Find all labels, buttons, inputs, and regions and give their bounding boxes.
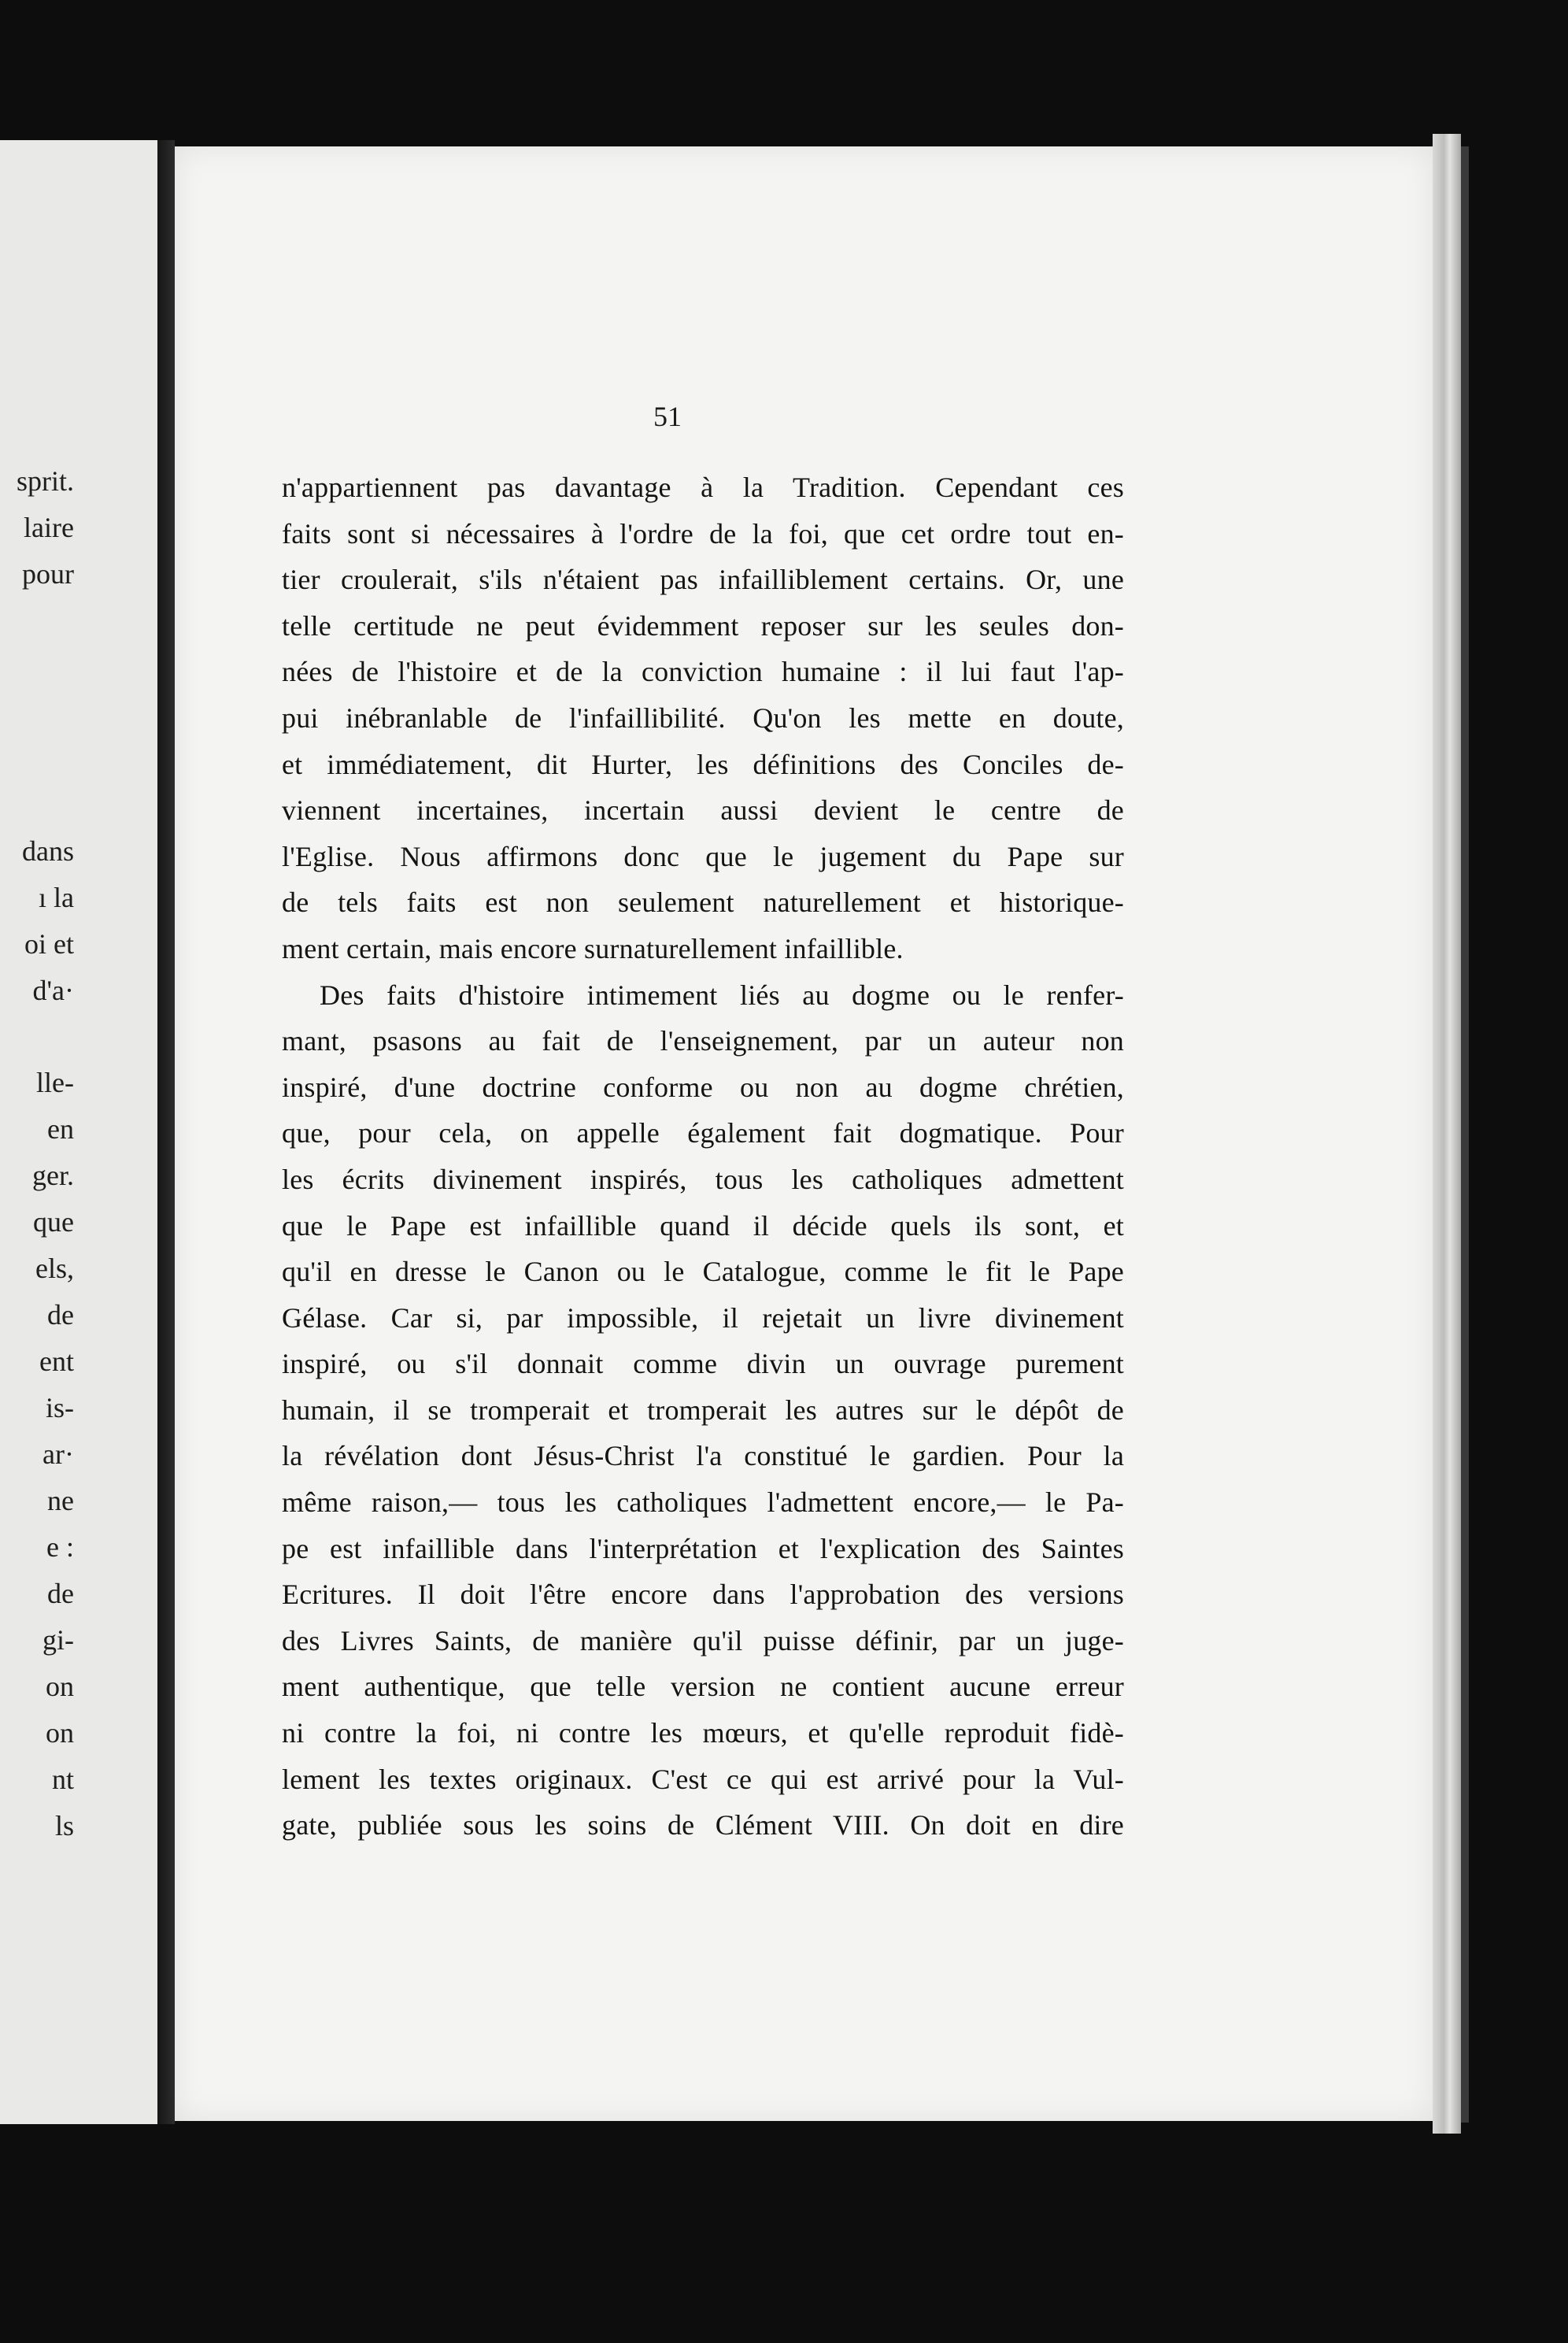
- text-line: que, pour cela, on appelle également fait dogmatique. Pour: [282, 1117, 1124, 1149]
- text-line: humain, il se tromperait et tromperait les autres sur le dépôt de: [282, 1394, 1124, 1426]
- left-page-fragment: on: [46, 1671, 74, 1702]
- text-line: Des faits d'histoire intimement liés au dogme ou le renfer-: [320, 979, 1124, 1011]
- text-line: tier croulerait, s'ils n'étaient pas infailliblement certains. Or, une: [282, 564, 1124, 596]
- text-line: de tels faits est non seulement naturellement et historique-: [282, 886, 1124, 919]
- page-edges: [1433, 134, 1461, 2134]
- left-page-fragment: laire: [24, 512, 74, 543]
- left-page: [0, 140, 157, 2124]
- text-line: même raison,— tous les catholiques l'admettent encore,— le Pa-: [282, 1486, 1124, 1519]
- text-line: les écrits divinement inspirés, tous les catholiques admettent: [282, 1163, 1124, 1195]
- left-page-fragment: ne: [47, 1485, 74, 1516]
- left-page-fragment: oi et: [24, 928, 74, 960]
- text-line: lement les textes originaux. C'est ce qui est arrivé pour la Vul-: [282, 1763, 1124, 1795]
- left-page-fragment: e :: [46, 1531, 74, 1563]
- left-page-fragment: nt: [51, 1764, 74, 1795]
- text-line: Ecritures. Il doit l'être encore dans l'approbation des versions: [282, 1579, 1124, 1611]
- left-page-fragment: sprit.: [16, 465, 74, 497]
- body-text: [282, 465, 1124, 1849]
- text-line: et immédiatement, dit Hurter, les définitions des Conciles de-: [282, 748, 1124, 780]
- left-page-fragment: gi-: [43, 1624, 74, 1656]
- text-line: viennent incertaines, incertain aussi devient le centre de: [282, 794, 1124, 827]
- text-line: pui inébranlable de l'infaillibilité. Qu'on les mette en doute,: [282, 701, 1124, 734]
- text-line: qu'il en dresse le Canon ou le Catalogue, comme le fit le Pape: [282, 1256, 1124, 1288]
- left-page-fragment: de: [47, 1578, 74, 1609]
- text-line: telle certitude ne peut évidemment reposer sur les seules don-: [282, 609, 1124, 642]
- text-line: pe est infaillible dans l'interprétation et l'explication des Saintes: [282, 1532, 1124, 1564]
- left-page-fragment: els,: [35, 1253, 74, 1284]
- left-page-fragment: is-: [46, 1392, 74, 1423]
- text-line: nées de l'histoire et de la conviction humaine : il lui faut l'ap-: [282, 656, 1124, 688]
- text-line: ment certain, mais encore surnaturellement infaillible.: [282, 932, 904, 964]
- left-page-fragment: pour: [22, 558, 74, 590]
- text-line: n'appartiennent pas davantage à la Tradition. Cependant ces: [282, 472, 1124, 503]
- text-line: inspiré, d'une doctrine conforme ou non au dogme chrétien,: [282, 1071, 1124, 1103]
- book-gutter: [157, 140, 175, 2124]
- page-edge-shadow: [1461, 146, 1469, 2123]
- text-line: gate, publiée sous les soins de Clément VIII. On doit en dire: [282, 1809, 1124, 1841]
- text-line: que le Pape est infaillible quand il décide quels ils sont, et: [282, 1209, 1124, 1242]
- text-line: ni contre la foi, ni contre les mœurs, et qu'elle reproduit fidè-: [282, 1717, 1124, 1749]
- left-page-fragment: d'a·: [32, 975, 74, 1006]
- left-page-fragment: on: [46, 1717, 74, 1749]
- left-page-fragment: ent: [39, 1345, 74, 1377]
- text-line: des Livres Saints, de manière qu'il puisse définir, par un juge-: [282, 1624, 1124, 1656]
- left-page-fragment: dans: [22, 835, 74, 867]
- page-number: 51: [653, 401, 682, 432]
- text-line: faits sont si nécessaires à l'ordre de la foi, que cet ordre tout en-: [282, 517, 1124, 550]
- text-line: Gélase. Car si, par impossible, il rejetait un livre divinement: [282, 1301, 1124, 1334]
- left-page-fragment: de: [47, 1299, 74, 1331]
- left-page-fragment: en: [47, 1113, 74, 1145]
- left-page-fragment: ls: [54, 1810, 74, 1841]
- text-line: mant, psasons au fait de l'enseignement, par un auteur non: [282, 1025, 1124, 1057]
- text-line: ment authentique, que telle version ne contient aucune erreur: [282, 1671, 1124, 1703]
- left-page-fragment: lle-: [36, 1067, 74, 1098]
- left-page-fragment: ı la: [39, 882, 74, 913]
- left-page-fragment: ger.: [32, 1160, 74, 1191]
- text-line: l'Eglise. Nous affirmons donc que le jugement du Pape sur: [282, 840, 1124, 872]
- left-page-fragment: que: [33, 1206, 74, 1238]
- text-line: inspiré, ou s'il donnait comme divin un ouvrage purement: [282, 1348, 1124, 1380]
- left-page-fragment: ar·: [43, 1438, 74, 1470]
- text-line: la révélation dont Jésus-Christ l'a constitué le gardien. Pour la: [282, 1440, 1124, 1472]
